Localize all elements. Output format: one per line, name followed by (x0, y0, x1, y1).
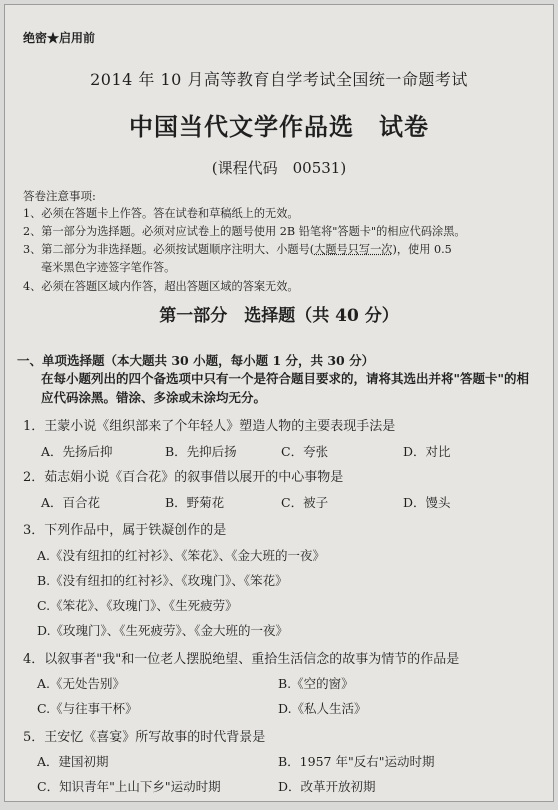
question-4-stem: 4．以叙事者"我"和一位老人摆脱绝望、重拾生活信念的故事为情节的作品是 (23, 652, 460, 667)
question-1-stem: 1．王蒙小说《组织部来了个年轻人》塑造人物的主要表现手法是 (23, 419, 396, 434)
question-1-option-a: A．先扬后抑 (41, 444, 113, 459)
part-one-title: 第一部分 选择题（共 40 分） (159, 306, 399, 326)
question-3-option-c: C.《笨花》、《玫瑰门》、《生死疲劳》 (37, 598, 238, 613)
note-4: 4、必须在答题区域内作答，超出答题区域的答案无效。 (23, 280, 299, 293)
exam-title: 2014 年 10 月高等教育自学考试全国统一命题考试 (90, 70, 468, 89)
note-3-emphasis: 大题号只写一次 (314, 243, 393, 256)
question-4-option-b: B.《空的窗》 (278, 676, 354, 691)
question-1-option-b: B．先抑后扬 (165, 444, 237, 459)
note-3-cont: 毫米黑色字迹签字笔作答。 (41, 261, 176, 274)
note-1: 1、必须在答题卡上作答。答在试卷和草稿纸上的无效。 (23, 207, 299, 220)
question-3-stem: 3．下列作品中，属于铁凝创作的是 (23, 523, 227, 538)
question-2-option-c: C．被子 (281, 495, 329, 510)
section-one-title: 一、单项选择题（本大题共 30 小题，每小题 1 分，共 30 分） (17, 353, 375, 368)
question-5-option-a: A．建国初期 (37, 754, 109, 769)
section-one-desc: 在每小题列出的四个备选项中只有一个是符合题目要求的，请将其选出并将"答题卡"的相应代码涂黑。错涂、多涂或未涂均无分。 (41, 371, 530, 405)
paper-title: 中国当代文学作品选 试卷 (129, 112, 429, 141)
question-4-option-d: D.《私人生活》 (278, 701, 367, 716)
note-3-part-a: 3、第二部分为非选择题。必须按试题顺序注明大、小题号( (23, 243, 315, 256)
question-5-option-c: C．知识青年"上山下乡"运动时期 (37, 779, 221, 794)
question-2-option-b: B．野菊花 (165, 495, 225, 510)
note-3 (23, 241, 543, 259)
notes-title: 答卷注意事项: (23, 189, 96, 203)
question-2-stem: 2．茹志娟小说《百合花》的叙事借以展开的中心事物是 (23, 470, 344, 485)
question-3-option-b: B.《没有纽扣的红衬衫》、《玫瑰门》、《笨花》 (37, 573, 288, 588)
question-4-option-c: C.《与往事干杯》 (37, 701, 138, 716)
question-3-option-d: D.《玫瑰门》、《生死疲劳》、《金大班的一夜》 (37, 623, 289, 638)
exam-page (4, 4, 554, 802)
note-2: 2、第一部分为选择题。必须对应试卷上的题号使用 2B 铅笔将"答题卡"的相应代码涂黑。 (23, 225, 466, 238)
question-2-option-d: D．馒头 (403, 495, 451, 510)
question-2-option-a: A．百合花 (41, 495, 101, 510)
question-1-option-d: D．对比 (403, 444, 451, 459)
question-4-option-a: A.《无处告别》 (37, 676, 126, 691)
confidential-label: 绝密★启用前 (23, 31, 96, 45)
question-5-option-b: B．1957 年"反右"运动时期 (278, 754, 435, 769)
course-code: (课程代码 00531) (211, 159, 347, 177)
question-5-option-d: D．改革开放初期 (278, 779, 376, 794)
question-1-option-c: C．夸张 (281, 444, 329, 459)
note-3-part-b: )，使用 0.5 (392, 243, 452, 256)
question-5-stem: 5．王安忆《喜宴》所写故事的时代背景是 (23, 730, 266, 745)
question-3-option-a: A.《没有纽扣的红衬衫》、《笨花》、《金大班的一夜》 (37, 548, 326, 563)
